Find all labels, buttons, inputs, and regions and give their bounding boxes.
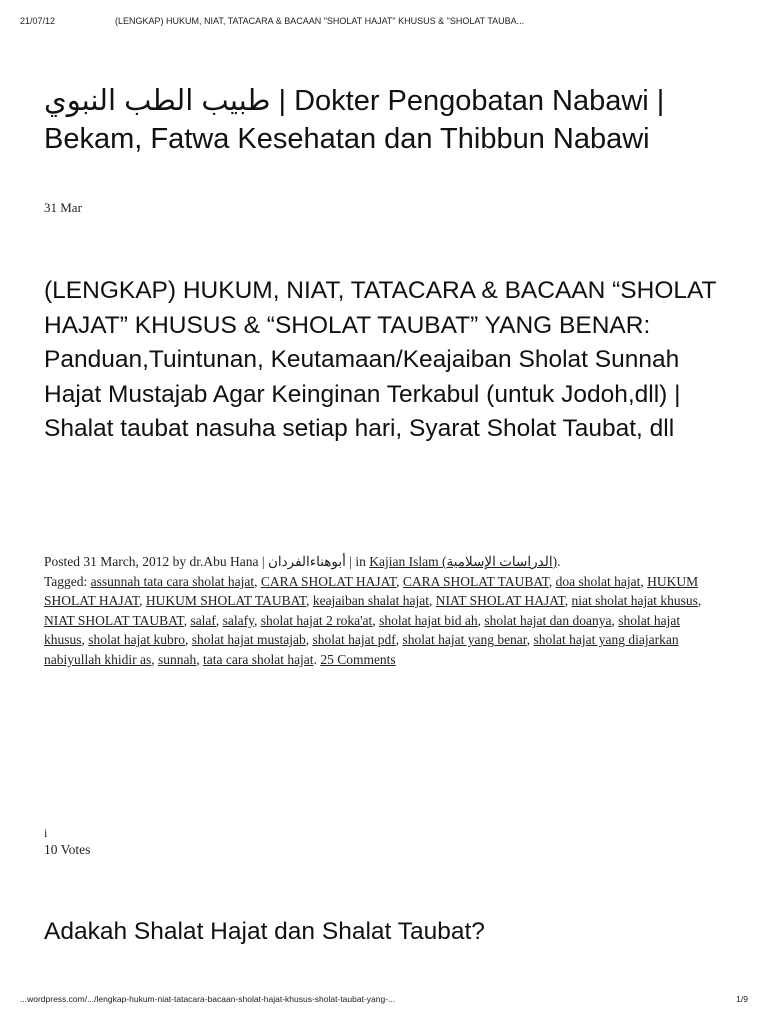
tag-link[interactable]: NIAT SHOLAT TAUBAT	[44, 612, 184, 628]
tag-link[interactable]: sholat hajat yang benar	[402, 632, 527, 648]
tag-link[interactable]: salafy	[222, 612, 255, 628]
tag-link[interactable]: sholat hajat 2 roka'at	[260, 612, 373, 628]
tag-separator: ,	[640, 573, 648, 589]
site-title-text[interactable]: | Dokter Pengobatan Nabawi | Bekam, Fatwa Kesehatan dan Thibbun Nabawi	[44, 85, 665, 155]
post-date: 31 Mar	[44, 200, 82, 215]
tag-separator: ,	[139, 593, 146, 609]
print-date: 21/07/12	[20, 16, 56, 26]
tag-separator: ,	[396, 573, 403, 589]
tag-link[interactable]: sholat hajat pdf	[312, 632, 396, 648]
site-title[interactable]	[44, 82, 744, 158]
comments-link[interactable]: 25 Comments	[320, 651, 396, 667]
tag-separator: ,	[151, 651, 158, 667]
site-title-arabic[interactable]: طبيب الطب النبوي	[44, 85, 271, 117]
tag-link[interactable]: NIAT SHOLAT HAJAT	[435, 593, 565, 609]
category-link[interactable]: Kajian Islam (الدراسات الإسلامية)	[369, 554, 558, 569]
tag-separator: ,	[306, 593, 313, 609]
tag-link[interactable]: sholat hajat yang diajarkan nabiyullah khidir as	[44, 632, 679, 667]
tag-separator: ,	[215, 612, 223, 628]
print-url: ...wordpress.com/.../lengkap-hukum-niat-tatacara-bacaan-sholat-hajat-khusus-sholat-taubat-yang-...	[20, 994, 396, 1004]
tag-separator: .	[313, 651, 321, 667]
votes-count: 10 Votes	[44, 842, 91, 857]
posted-by-text: Posted 31 March, 2012 by dr.Abu Hana |	[44, 554, 268, 569]
tag-link[interactable]: keajaiban shalat hajat	[312, 593, 430, 609]
tag-link[interactable]: niat sholat hajat khusus	[571, 593, 698, 609]
tag-link[interactable]: sunnah	[157, 651, 197, 667]
tag-link[interactable]: sholat hajat dan doanya	[484, 612, 612, 628]
tag-link[interactable]: sholat hajat bid ah	[379, 612, 478, 628]
print-page-number: 1/9	[736, 994, 748, 1004]
tag-link[interactable]: assunnah tata cara sholat hajat	[90, 573, 255, 589]
in-text: | in	[345, 554, 370, 569]
tag-separator: ,	[81, 632, 89, 648]
tag-link[interactable]: CARA SHOLAT HAJAT	[260, 573, 397, 589]
tag-separator: ,	[697, 593, 702, 609]
tag-separator: ,	[196, 651, 203, 667]
tag-link[interactable]: CARA SHOLAT TAUBAT	[402, 573, 549, 589]
tag-link[interactable]: HUKUM SHOLAT TAUBAT	[145, 593, 307, 609]
tag-link[interactable]: sholat hajat kubro	[88, 632, 185, 648]
tag-link[interactable]: tata cara sholat hajat	[202, 651, 314, 667]
section-heading: Adakah Shalat Hajat dan Shalat Taubat?	[44, 918, 485, 945]
period: .	[557, 554, 561, 569]
tag-separator: ,	[611, 612, 619, 628]
tag-separator: ,	[526, 632, 534, 648]
tag-separator: ,	[372, 612, 380, 628]
tag-link[interactable]: sholat hajat khusus	[44, 612, 681, 648]
author-link[interactable]: أبوهناءالفردان	[267, 554, 346, 569]
tag-link[interactable]: salaf	[190, 612, 216, 628]
tag-separator: ,	[477, 612, 485, 628]
tag-separator: ,	[185, 632, 192, 648]
tag-separator: ,	[254, 573, 261, 589]
tag-separator: ,	[429, 593, 436, 609]
tag-link[interactable]: HUKUM SHOLAT HAJAT	[44, 573, 699, 609]
post-meta	[44, 552, 724, 670]
tag-separator: ,	[395, 632, 403, 648]
tag-separator: ,	[254, 612, 261, 628]
tag-link[interactable]: sholat hajat mustajab	[191, 632, 306, 648]
tag-separator: ,	[305, 632, 313, 648]
tag-separator: ,	[564, 593, 572, 609]
tagged-label: Tagged:	[44, 573, 91, 589]
rating-info-icon[interactable]: i	[44, 826, 48, 840]
post-title[interactable]: (LENGKAP) HUKUM, NIAT, TATACARA & BACAAN “SHOLAT HAJAT” KHUSUS & “SHOLAT TAUBAT” YANG BENAR: Panduan,Tuintunan, Keutamaan/Keajaiban Sholat Sunnah Hajat Mustajab Agar Keinginan Terkabul (untuk Jodoh,dll) | Shalat taubat nasuha setiap hari, Syarat Sholat Taubat, dll	[44, 277, 717, 442]
tag-separator: ,	[548, 573, 556, 589]
tag-separator: ,	[183, 612, 191, 628]
print-page-title: (LENGKAP) HUKUM, NIAT, TATACARA & BACAAN "SHOLAT HAJAT" KHUSUS & "SHOLAT TAUBA...	[115, 16, 525, 26]
tag-link[interactable]: doa sholat hajat	[555, 573, 641, 589]
